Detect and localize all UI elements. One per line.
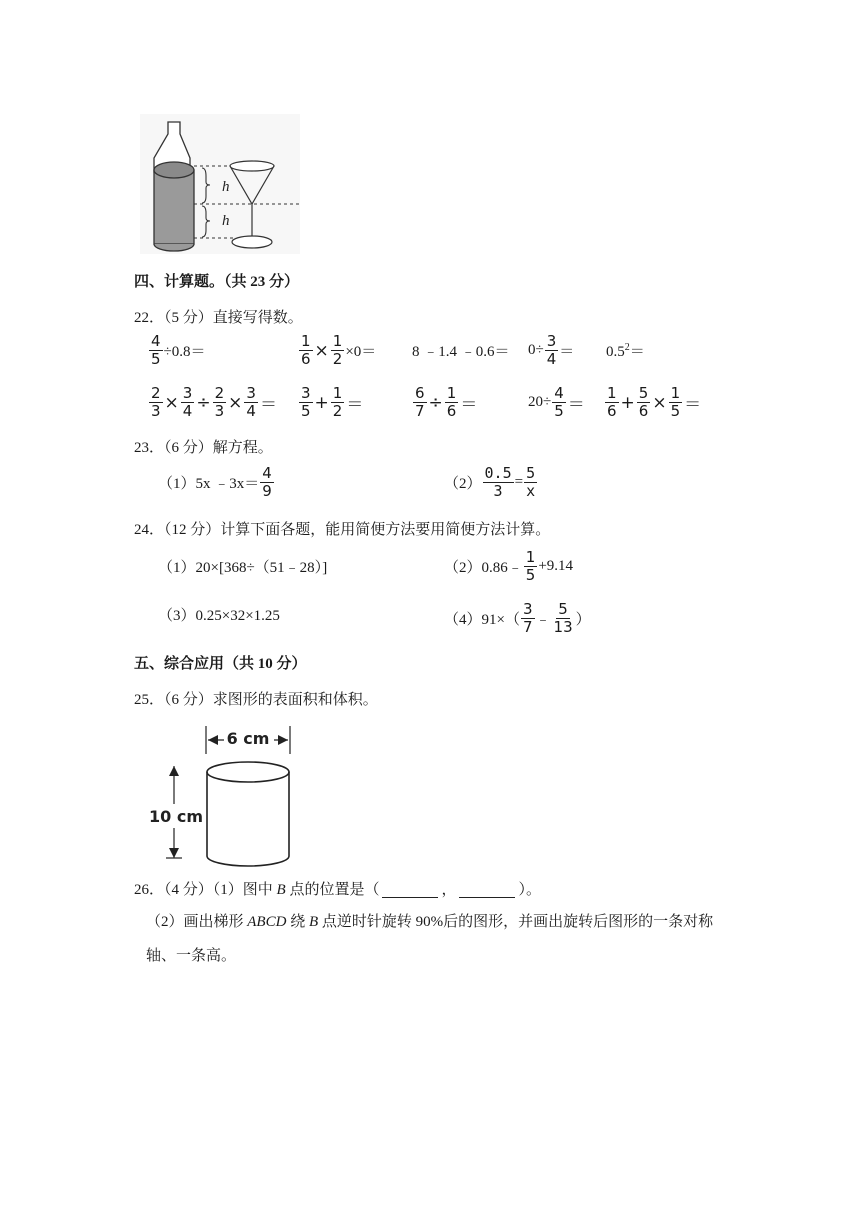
q22-a5: $0.5^2=$	[606, 342, 645, 360]
section4-heading: 四、计算题。（共 23 分）	[134, 274, 300, 290]
q24-part1: （1）20×[368÷（51﹣28）]	[158, 560, 328, 576]
q26-line2: （2）画出梯形 ABCD 绕 B 点逆时针旋转 90%后的图形，并画出旋转后图形的一条对称	[146, 914, 714, 930]
width-label: 6 cm	[226, 729, 270, 748]
q24-title: 24．（12 分）计算下面各题，能用简便方法要用简便方法计算。	[134, 522, 551, 538]
q22-a4: 0÷ $\frac{3}{4}$ ＝	[528, 332, 575, 368]
q22-b4: 20÷ $\frac{4}{5}$ ＝	[528, 384, 585, 420]
q24-part3: （3）0.25×32×1.25	[158, 608, 280, 624]
q22-b3: $\frac{6}{7}$ ÷ $\frac{1}{6}$ ＝	[415, 384, 478, 420]
q24-part4: （4）91×（ $\frac{3}{7}$ ﹣ $\frac{5}{13}$ ）	[444, 600, 591, 636]
q26-line3: 轴、一条高。	[146, 948, 237, 964]
q23-title: 23．（6 分）解方程。	[134, 440, 273, 456]
q22-title: 22．（5 分）直接写得数。	[134, 310, 303, 326]
h-label-bottom: h	[222, 213, 230, 229]
q22-a2: $\frac{1}{6}$ × $\frac{1}{2}$ ×0＝	[301, 332, 377, 368]
q22-b1: $\frac{2}{3}$ × $\frac{3}{4}$ ÷ $\frac{2}{3}$ × $\frac{3}{4}$ ＝	[151, 384, 277, 420]
q22-a3: 8 ﹣1.4 ﹣0.6＝	[412, 344, 510, 360]
q24-part2: （2）0.86﹣ $\frac{1}{5}$ +9.14	[444, 548, 574, 584]
h-label-top: h	[222, 179, 230, 195]
q23-part1: （1）5x ﹣3x＝ $\frac{4}{9}$	[158, 464, 272, 500]
q23-part2: （2） $\frac{0.5}{3}$ = $\frac{5}{x}$	[444, 464, 536, 500]
q22-b5: $\frac{1}{6}$ + $\frac{5}{6}$ × $\frac{1}{5}$ ＝	[607, 384, 702, 420]
q22-a1: $\frac{4}{5}$ ÷0.8＝	[151, 332, 206, 368]
q26-line1: 26．（4 分）（1）图中 B 点的位置是（ ， ）。	[134, 882, 541, 898]
cylinder-figure	[144, 708, 304, 870]
q25-title: 25．（6 分）求图形的表面积和体积。	[134, 692, 378, 708]
height-label: 10 cm	[149, 807, 203, 826]
bottle-and-glass-figure	[140, 114, 300, 254]
answer-blank-2[interactable]	[459, 883, 515, 898]
answer-blank-1[interactable]	[382, 883, 438, 898]
section5-heading: 五、综合应用（共 10 分）	[134, 656, 307, 672]
q22-b2: $\frac{3}{5}$ + $\frac{1}{2}$ ＝	[301, 384, 364, 420]
